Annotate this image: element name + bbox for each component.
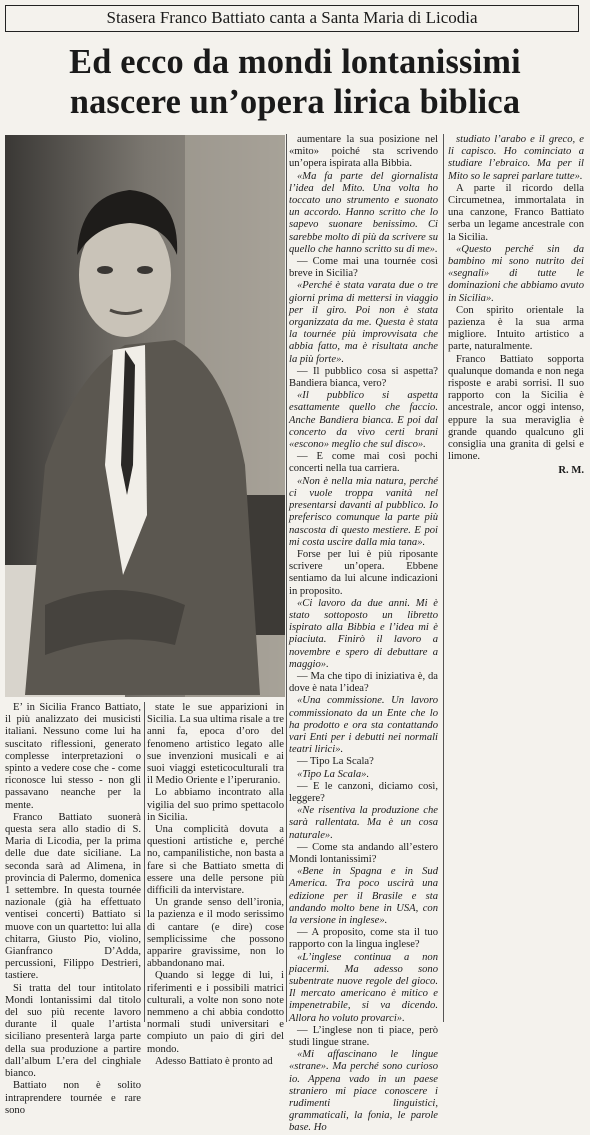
paragraph: Una complicità dovuta a questioni artistiche e, perché no, campanilistiche, non basta a fare sì che Battiato smetta di essere una delle persone più difficili da intervistare. — [147, 824, 284, 897]
paragraph: Con spirito orientale la pazienza è la sua arma migliore. Intuito artistico a parte, naturalmente. — [448, 304, 584, 353]
paragraph: Franco Battiato sopporta qualunque domanda e non nega risposte e arabi sorrisi. Il suo rapporto con la Sicilia è ancestrale, ancor oggi intenso, eppure la sua meraviglia è grande quando qualcuno gli consiglia una granita di gelsi e limone. — [448, 353, 584, 463]
interview-answer: «Perché è stata varata due o tre giorni prima di mettersi in viaggio per il giro. Poi non è stata organizzata da me. Questa è stata la tournée più improvvisata che abbia fatto, ma è risultata anche la più forte». — [289, 280, 438, 365]
column-divider — [286, 134, 287, 1022]
paragraph: Battiato non è solito intraprendere tournée e rare sono — [5, 1080, 141, 1116]
paragraph: aumentare la sua posizione nel «mito» poiché sta scrivendo un’opera ispirata alla Bibbia. — [289, 134, 438, 170]
article-column-3 — [289, 134, 438, 1134]
interview-answer: «Ne risentiva la produzione che sarà rallentata. Ma è un cosa naturale». — [289, 805, 438, 841]
interview-answer: «Ma fa parte del giornalista l’idea del Mito. Una volta ho toccato uno strumento e suonato un accordo. Hanno scritto che lo sapevo suonare benissimo. Ci sarebbe molto di più da scrivere su quello che hanno scritto su di me». — [289, 170, 438, 255]
paragraph: — E le canzoni, diciamo così, leggere? — [289, 780, 438, 804]
paragraph: Franco Battiato suonerà questa sera allo stadio di S. Maria di Licodia, per la prima delle due date siciliane. La seconda sarà ad Alimena, in provincia di Palermo, domenica 1 settembre. In questa tournée nazionale (già ha effettuato ventisei concerti) Battiato si muove con un quartetto: lui alla chitarra, Giusto Pio, violino, Gianfranco D’Adda, percussioni, Filippo Destrieri, tastiere. — [5, 811, 141, 982]
headline-line-1: Ed ecco da mondi lontanissimi — [69, 42, 521, 81]
interview-answer: «Tipo La Scala». — [297, 768, 370, 780]
article-column-1 — [5, 702, 141, 1116]
paragraph: Un grande senso dell’ironia, la pazienza e il modo serissimo di cantare (e dire) cose semplicissime che possono apparire gravissime, non lo abbandonano mai. — [147, 897, 284, 970]
article-column-2 — [147, 702, 284, 1067]
interview-answer: «Ci lavoro da due anni. Mi è stato sottoposto un libretto ispirato alla Bibbia e l’idea mi è piaciuta. Finirò il lavoro a novembre e spero di debuttare a maggio». — [289, 597, 438, 670]
interview-answer: «Il pubblico si aspetta esattamente quello che faccio. Anche Bandiera bianca. E poi dal concerto da vivo certi brani «escono» meglio che sul disco». — [289, 390, 438, 451]
paragraph: — L’inglese non ti piace, però studi lingue strane. — [289, 1024, 438, 1049]
article-kicker: Stasera Franco Battiato canta a Santa Maria di Licodia — [5, 5, 579, 32]
interview-answer: «Non è nella mia natura, perché ci vuole troppa vanità nel presentarsi davanti al pubblico. Io preferisco comunque la parte più nascosta di questo mestiere. E poi mi costa uscire dalla mia tana». — [289, 475, 438, 548]
paragraph: Lo abbiamo incontrato alla vigilia del suo primo spettacolo in Sicilia. — [147, 787, 284, 823]
interview-answer: studiato l’arabo e il greco, e li capisco. Ho cominciato a studiare l’ebraico. Ma per il Mito so le saprei parlare tutte». — [448, 134, 584, 182]
paragraph: Forse per lui è più riposante scrivere un’opera. Ebbene sentiamo da lui alcune indicazioni in proposito. — [289, 548, 438, 597]
column-divider — [144, 702, 145, 1022]
paragraph: — Come sta andando all’estero Mondi lontanissimi? — [289, 841, 438, 865]
portrait-photo — [5, 135, 285, 697]
paragraph: — A proposito, come sta il tuo rapporto con la lingua inglese? — [289, 927, 438, 951]
interview-answer: «Bene in Spagna e in Sud America. Tra poco uscirà una edizione per il Brasile e sta andando molto bene in USA, con la versione in inglese». — [289, 866, 438, 926]
author-signature: R. M. — [558, 465, 584, 477]
column-divider — [443, 134, 444, 1022]
interview-answer: «Questo perché sin da bambino mi sono nutrito dei «segnali» di tutte le dominazioni che abbiamo avuto in Sicilia». — [448, 243, 584, 304]
paragraph: A parte il ricordo della Circumetnea, immortalata in una canzone, Franco Battiato serba un legame ancestrale con la Sicilia. — [448, 182, 584, 243]
headline-line-2: nascere un’opera lirica biblica — [69, 82, 521, 121]
paragraph: — Ma che tipo di iniziativa è, da dove è nata l’idea? — [289, 670, 438, 695]
paragraph: state le sue apparizioni in Sicilia. La sua ultima risale a tre anni fa, epoca d’oro del fenomeno artistico legato alle sue invenzioni musicali e ai suoi viaggi esteticoculturali tra il Medio Oriente e l’iperuranio. — [147, 702, 284, 787]
paragraph: — Tipo La Scala? — [297, 756, 374, 768]
portrait-photo-icon — [5, 135, 285, 697]
paragraph: E’ in Sicilia Franco Battiato, il più analizzato dei musicisti italiani. Nessuno come lui ha suscitato riflessioni, generato complesse interpretazioni o spinto a vedere cose che - come riconosce lui stesso - non gli passavano neanche per la mente. — [5, 702, 141, 811]
article-column-4 — [448, 134, 584, 477]
paragraph: — Il pubblico cosa si aspetta? Bandiera bianca, vero? — [289, 365, 438, 390]
interview-answer: «L’inglese continua a non piacermi. Ma adesso sono subentrate nuove regole del gioco. Il mercato americano è mitico e impenetrabile, si va dicendo. Allora ho voluto provarci». — [289, 951, 438, 1024]
paragraph: Adesso Battiato è pronto ad — [155, 1055, 273, 1067]
paragraph: — Come mai una tournée così breve in Sicilia? — [289, 256, 438, 280]
interview-answer: «Una commissione. Un lavoro commissionato da un Ente che lo ha prodotto e ora sta contattando vari Enti per i debutti nei normali teatri lirici». — [289, 695, 438, 756]
paragraph: Si tratta del tour intitolato Mondi lontanissimi dal titolo del suo più recente lavoro durante il quale l’artista siciliano presenterà larga parte della sua produzione a partire dall’album L’era del cinghiale bianco. — [5, 982, 141, 1080]
paragraph: Quando si legge di lui, i riferimenti e i possibili matrici culturali, a volte non sono note nemmeno a chi abbia condotto normali studi universitari e compiuto un paio di giri del mondo. — [147, 970, 284, 1055]
interview-answer: «Mi affascinano le lingue «strane». Ma perché sono curioso io. Appena vado in un paese straniero mi piace conoscere i rudimenti linguistici, grammaticali, la fonia, le parole base. Ho — [289, 1049, 438, 1134]
paragraph: — E come mai così pochi concerti nella tua carriera. — [289, 451, 438, 475]
